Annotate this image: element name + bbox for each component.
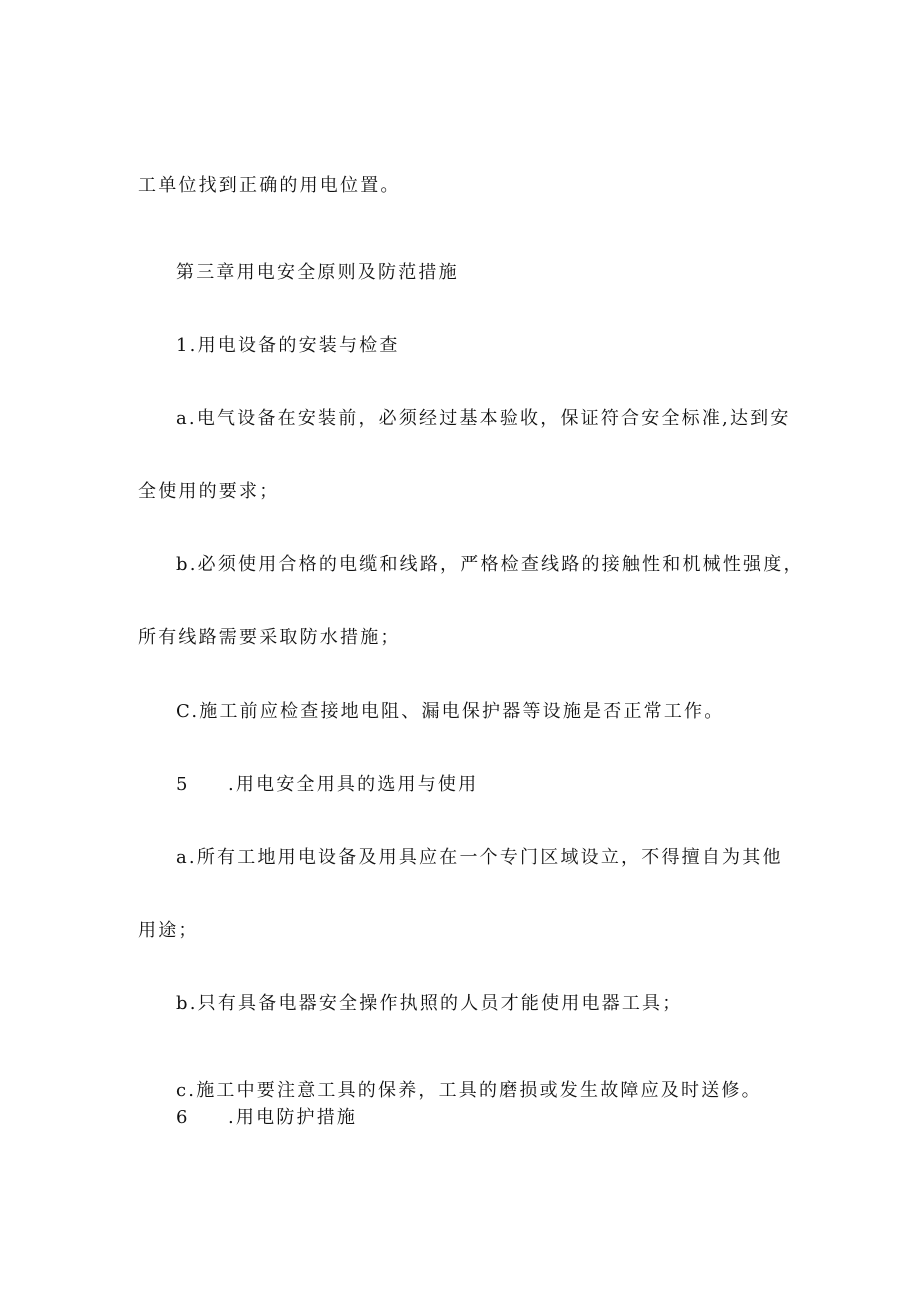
list-item-b-line-2: 所有线路需要采取防水措施； [138, 627, 401, 648]
list-item-a-line-1: a.电气设备在安装前，必须经过基本验收，保证符合安全标准,达到安 [176, 408, 791, 429]
list-item-c2: c.施工中要注意工具的保养，工具的磨损或发生故障应及时送修。 [176, 1080, 762, 1101]
chapter-heading: 第三章用电安全原则及防范措施 [176, 262, 459, 283]
list-item-b2: b.只有具备电器安全操作执照的人员才能使用电器工具； [176, 993, 683, 1014]
section-heading-6 [176, 1106, 357, 1130]
list-item-c: C.施工前应检查接地电阻、漏电保护器等设施是否正常工作。 [176, 701, 725, 722]
section-number: 5 [176, 774, 188, 795]
section-title: .用电防护措施 [228, 1107, 358, 1128]
list-item-a-line-2: 全使用的要求； [138, 481, 280, 502]
list-item-b-line-1: b.必须使用合格的电缆和线路，严格检查线路的接触性和机械性强度， [176, 554, 804, 575]
list-item-a2-line-1: a.所有工地用电设备及用具应在一个专门区域设立，不得擅自为其他 [176, 847, 783, 868]
section-title: .用电安全用具的选用与使用 [228, 774, 479, 795]
section-heading-1: 1.用电设备的安装与检查 [176, 335, 400, 356]
paragraph-continuation: 工单位找到正确的用电位置。 [138, 175, 401, 196]
section-heading-5 [176, 773, 478, 797]
section-number: 6 [176, 1107, 188, 1128]
list-item-a2-line-2: 用途； [138, 920, 199, 941]
